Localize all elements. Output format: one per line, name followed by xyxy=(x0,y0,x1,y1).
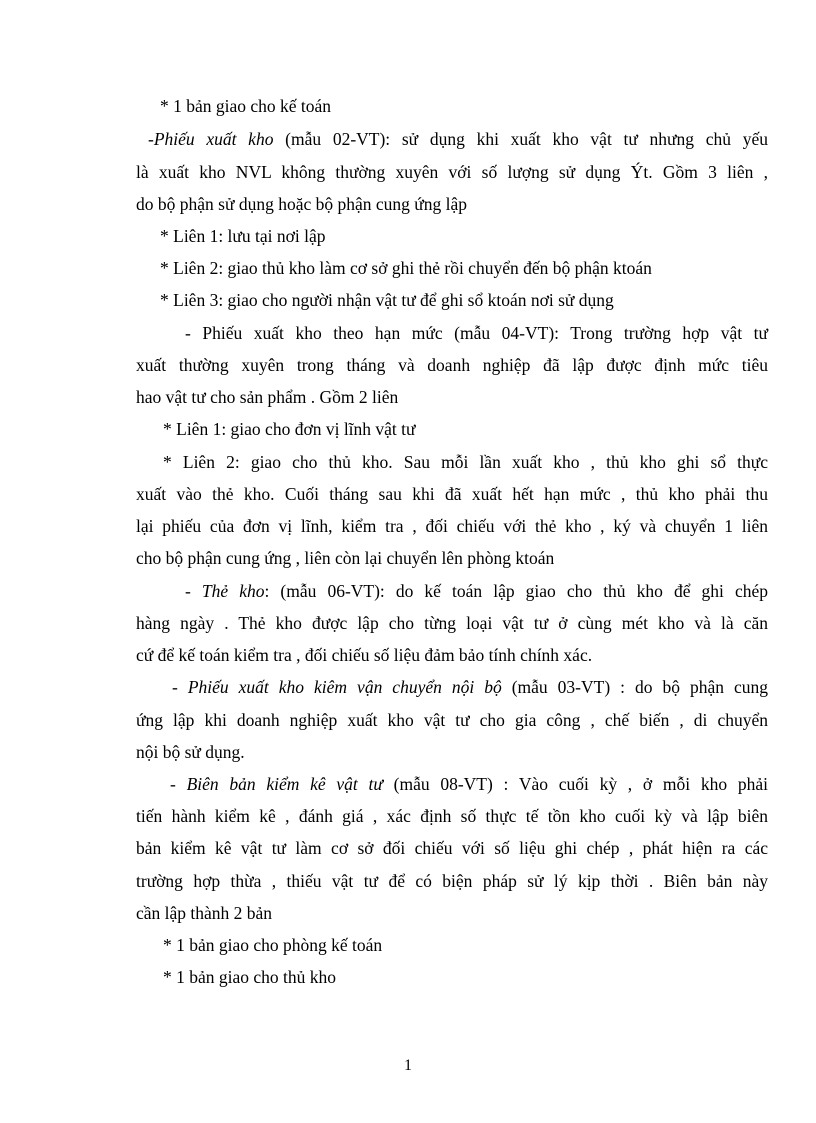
text-line: nội bộ sử dụng. xyxy=(136,742,245,762)
text-line: * Liên 1: lưu tại nơi lập xyxy=(160,226,326,246)
text-line: - Phiếu xuất kho theo hạn mức (mẫu 04-VT): Trong trường hợp vật tư xyxy=(185,323,768,343)
text-line: tiến hành kiểm kê , đánh giá , xác định số thực tế tồn kho cuối kỳ và lập biên xyxy=(136,806,768,826)
text-line: trường hợp thừa , thiếu vật tư để có biện pháp sử lý kịp thời . Biên bản này xyxy=(136,871,768,891)
text-line: lại phiếu của đơn vị lĩnh, kiểm tra , đối chiếu với thẻ kho , ký và chuyển 1 liên xyxy=(136,516,768,536)
text-line: * Liên 3: giao cho người nhận vật tư để ghi sổ ktoán nơi sử dụng xyxy=(160,290,614,310)
form-name: Biên bản kiểm kê vật tư xyxy=(186,774,383,794)
text-line: ứng lập khi doanh nghiệp xuất kho vật tư cho gia công , chế biến , di chuyển xyxy=(136,710,768,730)
text-line: * Liên 2: giao thủ kho làm cơ sở ghi thẻ rồi chuyển đến bộ phận ktoán xyxy=(160,258,652,278)
text-line: bản kiểm kê vật tư làm cơ sở đối chiếu với số liệu ghi chép , phát hiện ra các xyxy=(136,838,768,858)
text-line: * Liên 2: giao cho thủ kho. Sau mỗi lần xuất kho , thủ kho ghi sổ thực xyxy=(163,452,768,472)
text-line: do bộ phận sử dụng hoặc bộ phận cung ứng lập xyxy=(136,194,467,214)
form-name: Thẻ kho xyxy=(201,581,265,601)
text-line: là xuất kho NVL không thường xuyên với số lượng sử dụng Ýt. Gồm 3 liên , xyxy=(136,162,768,182)
text-line: * 1 bản giao cho phòng kế toán xyxy=(163,935,383,955)
page-number: 1 xyxy=(404,1057,412,1074)
text-line: - Phiếu xuất kho kiêm vận chuyển nội bộ (mẫu 03-VT) : do bộ phận cung xyxy=(172,677,769,697)
form-name: Phiếu xuất kho xyxy=(153,129,274,149)
text-line: hàng ngày . Thẻ kho được lập cho từng loại vật tư ở cùng mét kho và là căn xyxy=(136,613,768,633)
text-line: - Thẻ kho: (mẫu 06-VT): do kế toán lập giao cho thủ kho để ghi chép xyxy=(185,581,768,601)
text-line: xuất vào thẻ kho. Cuối tháng sau khi đã xuất hết hạn mức , thủ kho phải thu xyxy=(136,484,768,504)
text-line: cho bộ phận cung ứng , liên còn lại chuyển lên phòng ktoán xyxy=(136,548,555,568)
text-line: hao vật tư cho sản phẩm . Gồm 2 liên xyxy=(136,387,399,407)
text-line: cứ để kế toán kiểm tra , đối chiếu số liệu đảm bảo tính chính xác. xyxy=(136,645,593,665)
text-line: * Liên 1: giao cho đơn vị lĩnh vật tư xyxy=(163,419,416,439)
form-name: Phiếu xuất kho kiêm vận chuyển nội bộ xyxy=(187,677,502,697)
text-line: * 1 bản giao cho thủ kho xyxy=(163,967,337,987)
text-line: xuất thường xuyên trong tháng và doanh nghiệp đã lập được định mức tiêu xyxy=(136,355,768,375)
text-line: * 1 bản giao cho kế toán xyxy=(160,96,332,116)
text-line: cần lập thành 2 bản xyxy=(136,903,273,923)
text-line: -Phiếu xuất kho (mẫu 02-VT): sử dụng khi xuất kho vật tư nhưng chủ yếu xyxy=(148,129,768,149)
text-line: - Biên bản kiểm kê vật tư (mẫu 08-VT) : Vào cuối kỳ , ở mỗi kho phải xyxy=(170,774,768,794)
